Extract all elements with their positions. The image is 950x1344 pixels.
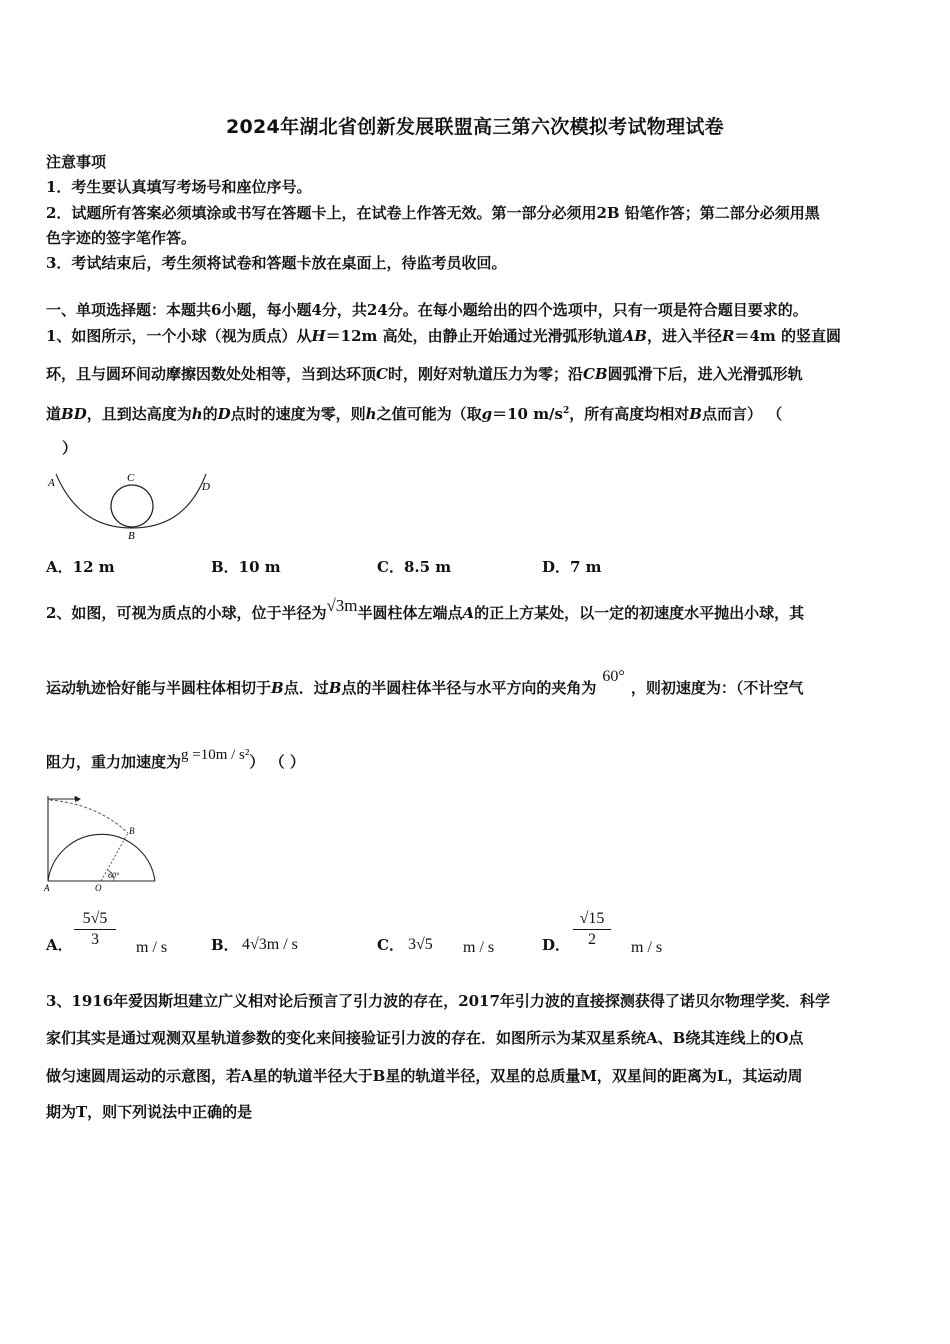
q2-option-c-value: 3√5 (408, 936, 433, 953)
q2-figure (42, 792, 162, 896)
q1-line-4: ） (62, 439, 78, 457)
q1-option-d: D．7 m (542, 558, 602, 576)
q2-line-3: 阻力，重力加速度为g =10m / s²） （ ） (46, 747, 305, 771)
q2-option-d-label: D． (542, 936, 571, 954)
q1-line-1: 1、如图所示，一个小球（视为质点）从H＝12m 高处，由静止开始通过光滑弧形轨道AB，进入半径R＝4m 的竖直圆 (46, 327, 841, 345)
q1-label-D: D (202, 481, 210, 493)
q1-figure (44, 466, 224, 542)
q2-option-c-unit: m / s (463, 939, 495, 956)
q1-option-a: A．12 m (46, 558, 115, 576)
page-title: 2024年湖北省创新发展联盟高三第六次模拟考试物理试卷 (226, 116, 724, 138)
q1-label-B: B (128, 530, 135, 542)
q3-line-4: 期为T，则下列说法中正确的是 (46, 1103, 253, 1121)
notice-heading: 注意事项 (46, 153, 107, 171)
q2-option-c-label: C． (377, 936, 404, 954)
q2-label-O: O (95, 883, 102, 893)
q2-option-d-unit: m / s (631, 939, 663, 956)
q1-line-2: 环，且与圆环间动摩擦因数处处相等，当到达环顶C时，刚好对轨道压力为零；沿CB圆弧滑下后，进入光滑弧形轨 (46, 365, 803, 383)
section-heading: 一、单项选择题：本题共6小题，每小题4分，共24分。在每小题给出的四个选项中，只有一项是符合题目要求的。 (46, 301, 808, 319)
q2-option-b-value: 4√3m / s (242, 936, 298, 953)
q2-label-B: B (129, 826, 135, 836)
q1-label-A: A (48, 477, 55, 489)
q2-label-angle: 60° (108, 871, 120, 880)
q2-option-d-fraction: √15 2 (573, 910, 611, 949)
q1-option-b: B．10 m (211, 558, 281, 576)
q1-option-c: C．8.5 m (377, 558, 452, 576)
q2-line-1: 2、如图，可视为质点的小球，位于半径为√3m半圆柱体左端点A的正上方某处，以一定的初速度水平抛出小球，其 (46, 596, 805, 622)
q2-option-a-label: A． (46, 936, 73, 954)
q2-label-v0: v₀ (74, 794, 80, 802)
notice-item: 色字迹的签字笔作答。 (46, 229, 197, 247)
q2-option-a-fraction: 5√5 3 (74, 910, 116, 949)
q2-option-b-label: B． (211, 936, 239, 954)
q2-half-cylinder (48, 834, 155, 881)
q2-label-A: A (44, 883, 50, 893)
q2-option-a-unit: m / s (136, 939, 168, 956)
q1-loop-circle (111, 485, 153, 527)
q2-trajectory (50, 800, 128, 833)
q1-label-C: C (127, 472, 135, 484)
q3-line-2: 家们其实是通过观测双星轨道参数的变化来间接验证引力波的存在．如图所示为某双星系统A、B绕其连线上的O点 (46, 1029, 804, 1047)
q3-line-3: 做匀速圆周运动的示意图，若A星的轨道半径大于B星的轨道半径，双星的总质量M，双星间的距离为L，其运动周 (46, 1067, 803, 1085)
q3-line-1: 3、1916年爱因斯坦建立广义相对论后预言了引力波的存在，2017年引力波的直接探测获得了诺贝尔物理学奖．科学 (46, 992, 830, 1010)
q1-line-3: 道BD，且到达高度为h的D点时的速度为零，则h之值可能为（取g＝10 $m/s^2$，所有高度均相对B点而言） （ (46, 405, 783, 423)
notice-item: 1．考生要认真填写考场号和座位序号。 (46, 178, 312, 196)
q2-line-2: 运动轨迹恰好能与半圆柱体相切于B点．过B点的半圆柱体半径与水平方向的夹角为60°，则初速度为：（不计空气 (46, 668, 804, 697)
notice-item: 3．考试结束后，考生须将试卷和答题卡放在桌面上，待监考员收回。 (46, 254, 507, 272)
notice-item: 2．试题所有答案必须填涂或书写在答题卡上，在试卷上作答无效。第一部分必须用2B 铅笔作答；第二部分必须用黑 (46, 204, 820, 222)
